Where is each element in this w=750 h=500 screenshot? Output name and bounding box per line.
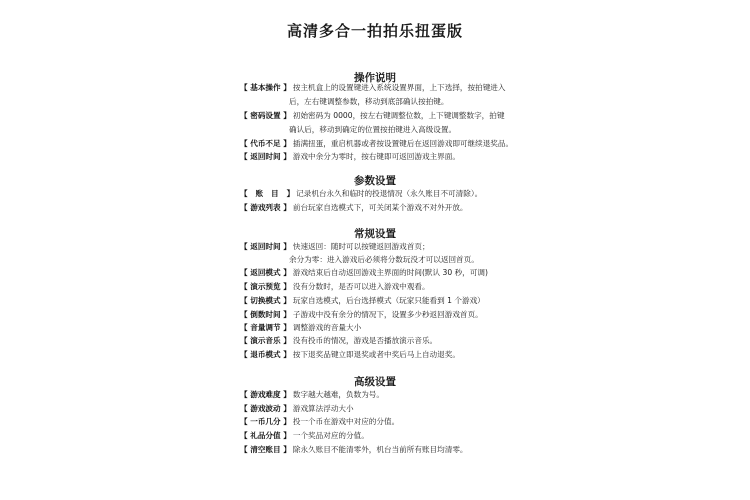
item-text: 记录机台永久和临时的投退情况（永久账目不可清除）。 xyxy=(296,189,483,198)
list-item xyxy=(240,240,540,253)
item-text: 快速返回：随时可以按键返回游戏首页； xyxy=(292,242,430,251)
list-item xyxy=(240,280,540,293)
list-item xyxy=(240,443,540,456)
item-text: 初始密码为 0000，按左右键调整位数，上下键调整数字，拍键 xyxy=(292,111,505,120)
item-text-continued: 后，左右键调整参数，移动到底部确认按拍键。 xyxy=(289,97,449,106)
list-item xyxy=(240,201,540,214)
list-item xyxy=(240,187,540,200)
list-item xyxy=(240,334,540,347)
item-label: 【 游戏难度 】 xyxy=(240,390,291,399)
section-heading-operation: 操作说明 xyxy=(354,72,396,84)
item-text: 插满扭蛋，重启机器或者按设置键后在返回游戏即可继续退奖品。 xyxy=(292,139,514,148)
item-text: 数字越大越难，负数为号。 xyxy=(292,390,384,399)
item-label: 【 一币几分 】 xyxy=(240,417,291,426)
section-heading-parameters: 参数设置 xyxy=(354,175,396,187)
section-heading-advanced: 高级设置 xyxy=(354,376,396,388)
item-label: 【 返回模式 】 xyxy=(240,268,291,277)
list-item xyxy=(240,429,540,442)
item-label: 【 切换模式 】 xyxy=(240,296,291,305)
list-item xyxy=(240,321,540,334)
list-item xyxy=(240,137,540,150)
list-item xyxy=(240,109,540,122)
item-label: 【 演示预览 】 xyxy=(240,282,291,291)
list-item xyxy=(240,348,540,361)
item-text: 调整游戏的音量大小 xyxy=(292,323,362,332)
item-text-continued: 确认后，移动到确定的位置按拍键进入高级设置。 xyxy=(289,125,457,134)
item-text: 按主机盒上的设置键进入系统设置界面，上下选择，按拍键进入 xyxy=(292,83,506,92)
item-label: 【 倒数时间 】 xyxy=(240,310,291,319)
item-text: 游戏算法浮动大小 xyxy=(292,404,354,413)
item-label: 【 清空账目 】 xyxy=(240,445,291,454)
list-item xyxy=(240,294,540,307)
item-label: 【 返回时间 】 xyxy=(240,242,291,251)
item-label: 【 返回时间 】 xyxy=(240,152,291,161)
list-item xyxy=(240,415,540,428)
item-text: 按下退奖品键立即退奖或者中奖后马上自动退奖。 xyxy=(292,350,460,359)
page-title: 高清多合一拍拍乐扭蛋版 xyxy=(286,22,463,40)
item-text: 游戏中余分为零时，按右键即可返回游戏主界面。 xyxy=(292,152,460,161)
item-text: 除永久账目不能清零外，机台当前所有账目均清零。 xyxy=(292,445,468,454)
list-item xyxy=(240,81,540,94)
item-text: 游戏结束后自动返回游戏主界面的时间(默认 30 秒，可调) xyxy=(292,268,488,277)
item-label: 【 游戏波动 】 xyxy=(240,404,291,413)
item-text: 一个奖品对应的分值。 xyxy=(292,431,369,440)
list-item xyxy=(240,150,540,163)
list-item xyxy=(240,402,540,415)
item-text: 没有投币的情况，游戏是否播放演示音乐。 xyxy=(292,336,438,345)
item-text: 前台玩家自选模式下，可关闭某个游戏不对外开放。 xyxy=(292,203,468,212)
item-text: 投一个币在游戏中对应的分值。 xyxy=(292,417,400,426)
list-item xyxy=(240,266,540,279)
item-label: 【 代币不足 】 xyxy=(240,139,291,148)
item-text: 没有分数时，是否可以进入游戏中观看。 xyxy=(292,282,430,291)
item-label: 【 密码设置 】 xyxy=(240,111,291,120)
item-text-continued: 余分为零：进入游戏后必须将分数玩没才可以返回首页。 xyxy=(289,255,479,264)
item-label: 【 演示音乐 】 xyxy=(240,336,291,345)
section-heading-general: 常规设置 xyxy=(354,228,396,240)
item-label: 【 游戏列表 】 xyxy=(240,203,291,212)
item-text: 玩家自选模式，后台选择模式（玩家只能看到 1 个游戏） xyxy=(292,296,485,305)
item-label: 【 音量调节 】 xyxy=(240,323,291,332)
list-item xyxy=(240,388,540,401)
item-label: 【 礼品分值 】 xyxy=(240,431,291,440)
item-text: 子游戏中没有余分的情况下，设置多少秒返回游戏首页。 xyxy=(292,310,483,319)
item-label: 【 基本操作 】 xyxy=(240,83,291,92)
item-label: 【 账 目 】 xyxy=(240,189,295,198)
item-label: 【 退币模式 】 xyxy=(240,350,291,359)
list-item xyxy=(240,308,540,321)
